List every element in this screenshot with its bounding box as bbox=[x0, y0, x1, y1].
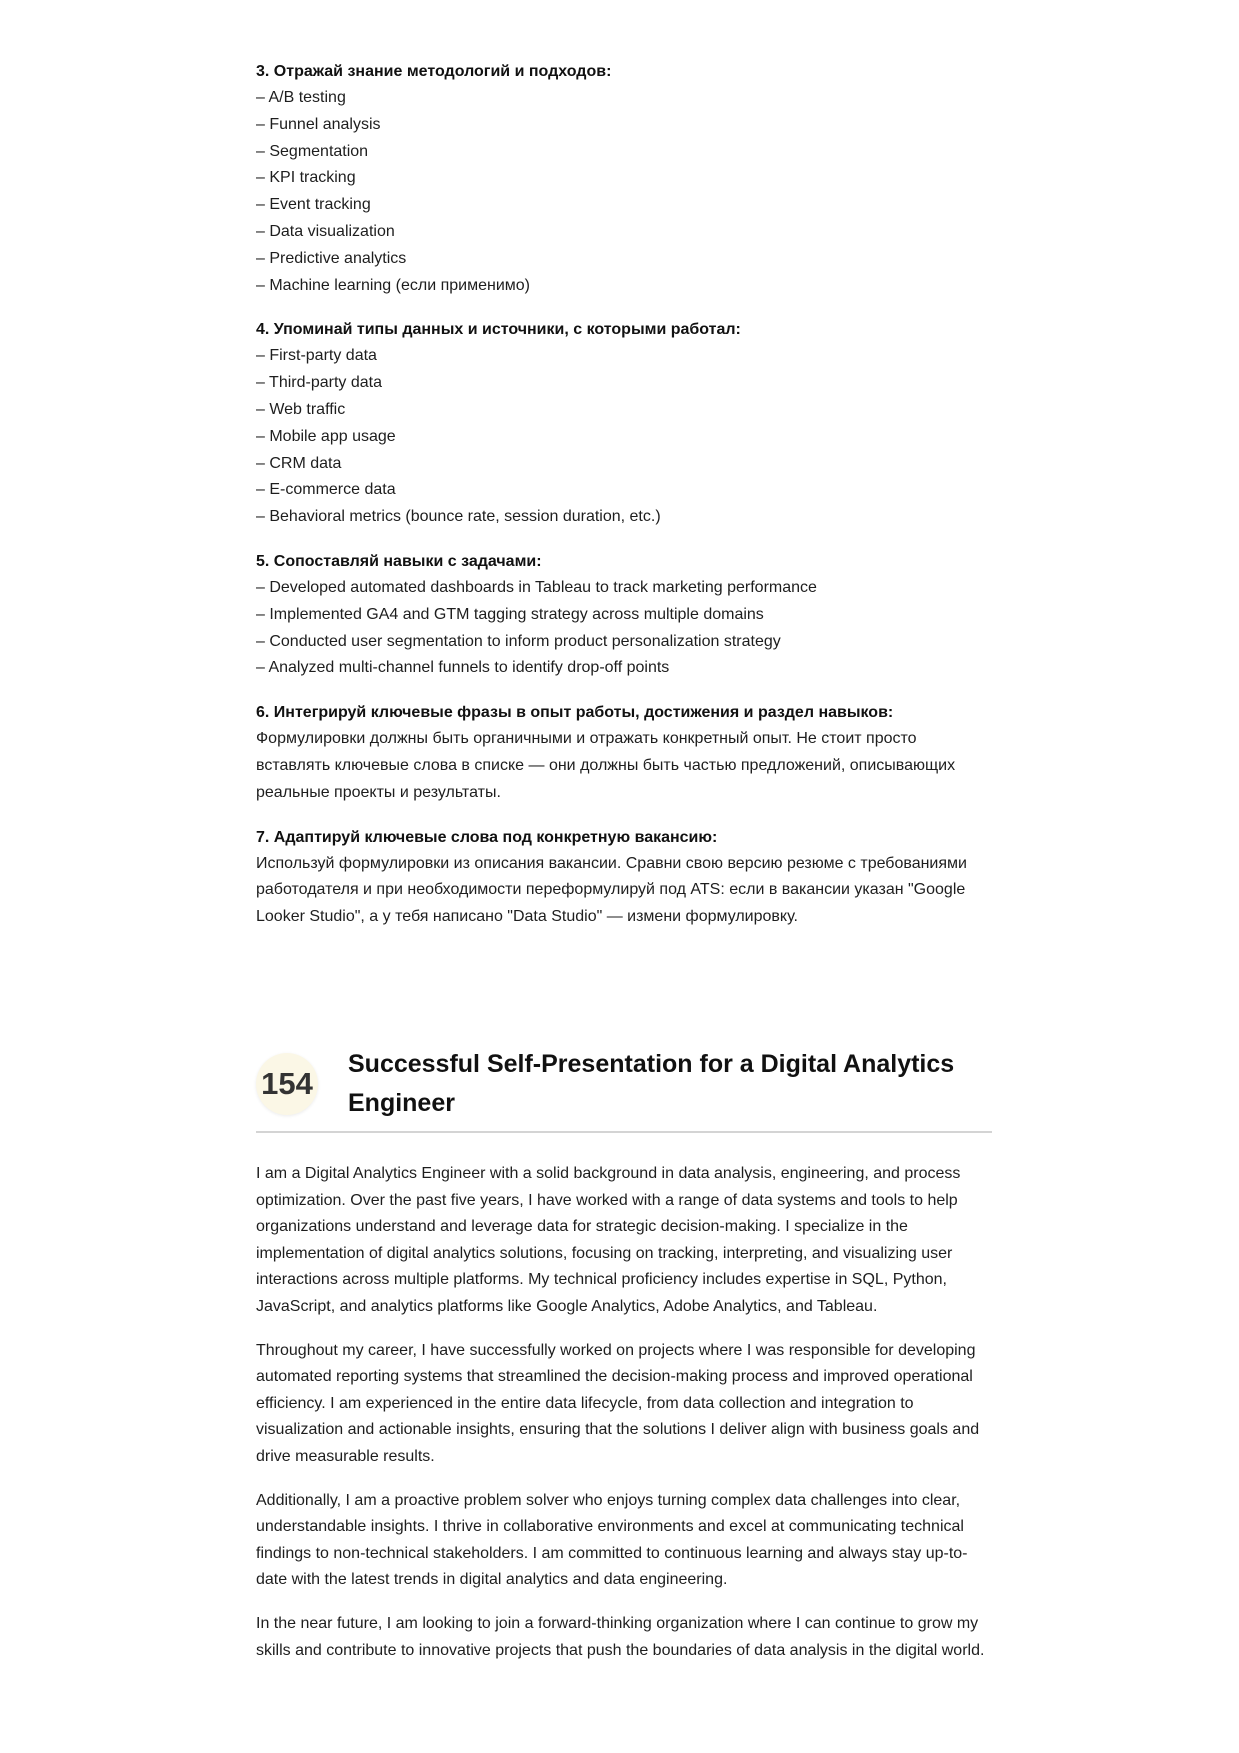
list-item: – Data visualization bbox=[256, 222, 395, 240]
list-item: – Implemented GA4 and GTM tagging strategy across multiple domains bbox=[256, 605, 764, 623]
list-item: – Funnel analysis bbox=[256, 115, 381, 133]
tip-heading: 4. Упоминай типы данных и источники, с которыми работал: bbox=[256, 321, 741, 339]
chapter-section bbox=[256, 1045, 992, 1681]
body-paragraph: Additionally, I am a proactive problem solver who enjoys turning complex data challenges into clear, understandable insights. I thrive in collaborative environments and excel at communicating technical findings to non-technical stakeholders. I am committed to continuous learning and always stay up-to-date with the latest trends in digital analytics and data engineering. bbox=[256, 1491, 968, 1589]
tip-3 bbox=[256, 58, 992, 299]
chapter-title: Successful Self-Presentation for a Digital Analytics Engineer bbox=[348, 1050, 955, 1117]
tip-text: Используй формулировки из описания вакансии. Сравни свою версию резюме с требованиями работодателя и при необходимости переформулируй под ATS: если в вакансии указан "Google Looker Studio", а у тебя написано "Data Studio" — измени формулировку. bbox=[256, 854, 967, 926]
tip-list bbox=[256, 575, 992, 682]
tip-4 bbox=[256, 316, 992, 531]
list-item: – Behavioral metrics (bounce rate, session duration, etc.) bbox=[256, 508, 661, 526]
list-item: – Third-party data bbox=[256, 374, 382, 392]
tip-5 bbox=[256, 548, 992, 682]
chapter-number-badge: 154 bbox=[256, 1053, 318, 1115]
tip-heading: 3. Отражай знание методологий и подходов: bbox=[256, 63, 612, 80]
body-paragraph: I am a Digital Analytics Engineer with a solid background in data analysis, engineering, and process optimization. Over the past five years, I have worked with a range of data systems and tools to help organizations understand and leverage data for strategic decision-making. I specialize in the implementation of digital analytics solutions, focusing on tracking, interpreting, and visualizing user interactions across multiple platforms. My technical proficiency includes expertise in SQL, Python, JavaScript, and analytics platforms like Google Analytics, Adobe Analytics, and Tableau. bbox=[256, 1165, 961, 1315]
list-item: – Segmentation bbox=[256, 142, 369, 160]
list-item: – Event tracking bbox=[256, 196, 371, 214]
list-item: – Web traffic bbox=[256, 400, 346, 418]
tip-heading: 6. Интегрируй ключевые фразы в опыт работы, достижения и раздел навыков: bbox=[256, 704, 894, 722]
tip-6 bbox=[256, 699, 992, 806]
list-item: – E-commerce data bbox=[256, 481, 396, 499]
list-item: – Predictive analytics bbox=[256, 249, 407, 267]
list-item: – CRM data bbox=[256, 454, 342, 472]
tips-section bbox=[256, 58, 992, 948]
list-item: – KPI tracking bbox=[256, 169, 356, 187]
chapter-header bbox=[256, 1045, 992, 1133]
tip-text: Формулировки должны быть органичными и отражать конкретный опыт. Не стоит просто вставлять ключевые слова в списке — они должны быть частью предложений, описывающих реальные проекты и результаты. bbox=[256, 730, 956, 801]
list-item: – A/B testing bbox=[256, 89, 346, 106]
tip-heading: 7. Адаптируй ключевые слова под конкретную вакансию: bbox=[256, 828, 718, 846]
chapter-body bbox=[256, 1161, 992, 1664]
list-item: – Mobile app usage bbox=[256, 427, 396, 445]
tip-list bbox=[256, 85, 992, 299]
tip-heading: 5. Сопоставляй навыки с задачами: bbox=[256, 552, 542, 570]
tip-list bbox=[256, 343, 992, 531]
list-item: – First-party data bbox=[256, 347, 377, 365]
list-item: – Conducted user segmentation to inform product personalization strategy bbox=[256, 632, 781, 650]
list-item: – Machine learning (если применимо) bbox=[256, 276, 530, 294]
list-item: – Developed automated dashboards in Tableau to track marketing performance bbox=[256, 578, 817, 596]
list-item: – Analyzed multi-channel funnels to identify drop-off points bbox=[256, 659, 670, 677]
body-paragraph: In the near future, I am looking to join a forward-thinking organization where I can continue to grow my skills and contribute to innovative projects that push the boundaries of data analysis in the digital world. bbox=[256, 1614, 985, 1659]
tip-7 bbox=[256, 824, 992, 931]
body-paragraph: Throughout my career, I have successfully worked on projects where I was responsible for developing automated reporting systems that streamlined the decision-making process and improved operational efficiency. I am experienced in the entire data lifecycle, from data collection and integration to visualization and actionable insights, ensuring that the solutions I deliver align with business goals and drive measurable results. bbox=[256, 1341, 980, 1465]
